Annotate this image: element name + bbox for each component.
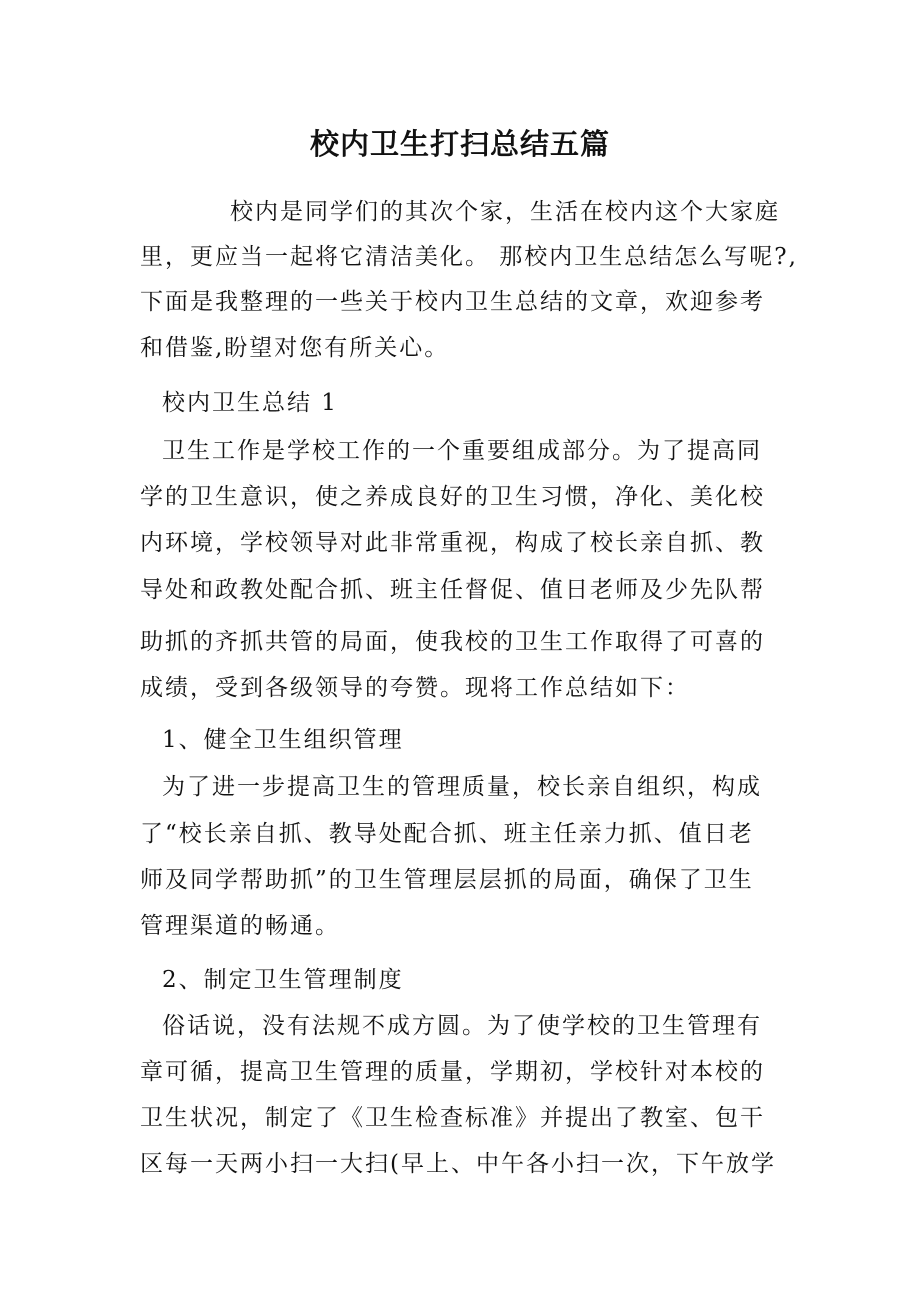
- paragraph-line: 卫生工作是学校工作的一个重要组成部分。为了提高同: [162, 438, 762, 464]
- paragraph-line: 助抓的齐抓共管的局面，使我校的卫生工作取得了可喜的: [140, 629, 765, 655]
- document-title: 校内卫生打扫总结五篇: [309, 127, 610, 161]
- paragraph-line: 导处和政教处配合抓、班主任督促、值日老师及少先队帮: [140, 577, 765, 603]
- subsection-heading: 1、健全卫生组织管理: [162, 727, 404, 753]
- paragraph-line: 章可循，提高卫生管理的质量，学期初，学校针对本校的: [140, 1059, 765, 1085]
- paragraph-line: 为了进一步提高卫生的管理质量，校长亲自组织，构成: [162, 774, 762, 800]
- paragraph-line: 师及同学帮助抓”的卫生管理层层抓的局面，确保了卫生: [140, 867, 754, 893]
- section-heading: 校内卫生总结 1: [162, 390, 338, 416]
- paragraph-line: 和借鉴,盼望对您有所关心。: [140, 335, 450, 361]
- paragraph-line: 俗话说，没有法规不成方圆。为了使学校的卫生管理有: [162, 1013, 762, 1039]
- paragraph-line: 区每一天两小扫一大扫(早上、中午各小扫一次，下午放学: [140, 1151, 776, 1177]
- paragraph-line: 学的卫生意识，使之养成良好的卫生习惯，净化、美化校: [140, 484, 765, 510]
- paragraph-line: 管理渠道的畅通。: [140, 913, 340, 939]
- paragraph-line: 卫生状况，制定了《卫生检查标准》并提出了教室、包干: [140, 1105, 765, 1131]
- paragraph-line: 内环境，学校领导对此非常重视，构成了校长亲自抓、教: [140, 530, 765, 556]
- paragraph-line: 了“校长亲自抓、教导处配合抓、班主任亲力抓、值日老: [140, 821, 754, 847]
- paragraph-line: 校内是同学们的其次个家，生活在校内这个大家庭: [230, 199, 780, 225]
- paragraph-line: 成绩，受到各级领导的夸赞。现将工作总结如下：: [140, 675, 690, 701]
- paragraph-line: 下面是我整理的一些关于校内卫生总结的文章，欢迎参考: [140, 289, 765, 315]
- paragraph-line: 里，更应当一起将它清洁美化。 那校内卫生总结怎么写呢?,: [140, 244, 798, 270]
- subsection-heading: 2、制定卫生管理制度: [162, 967, 404, 993]
